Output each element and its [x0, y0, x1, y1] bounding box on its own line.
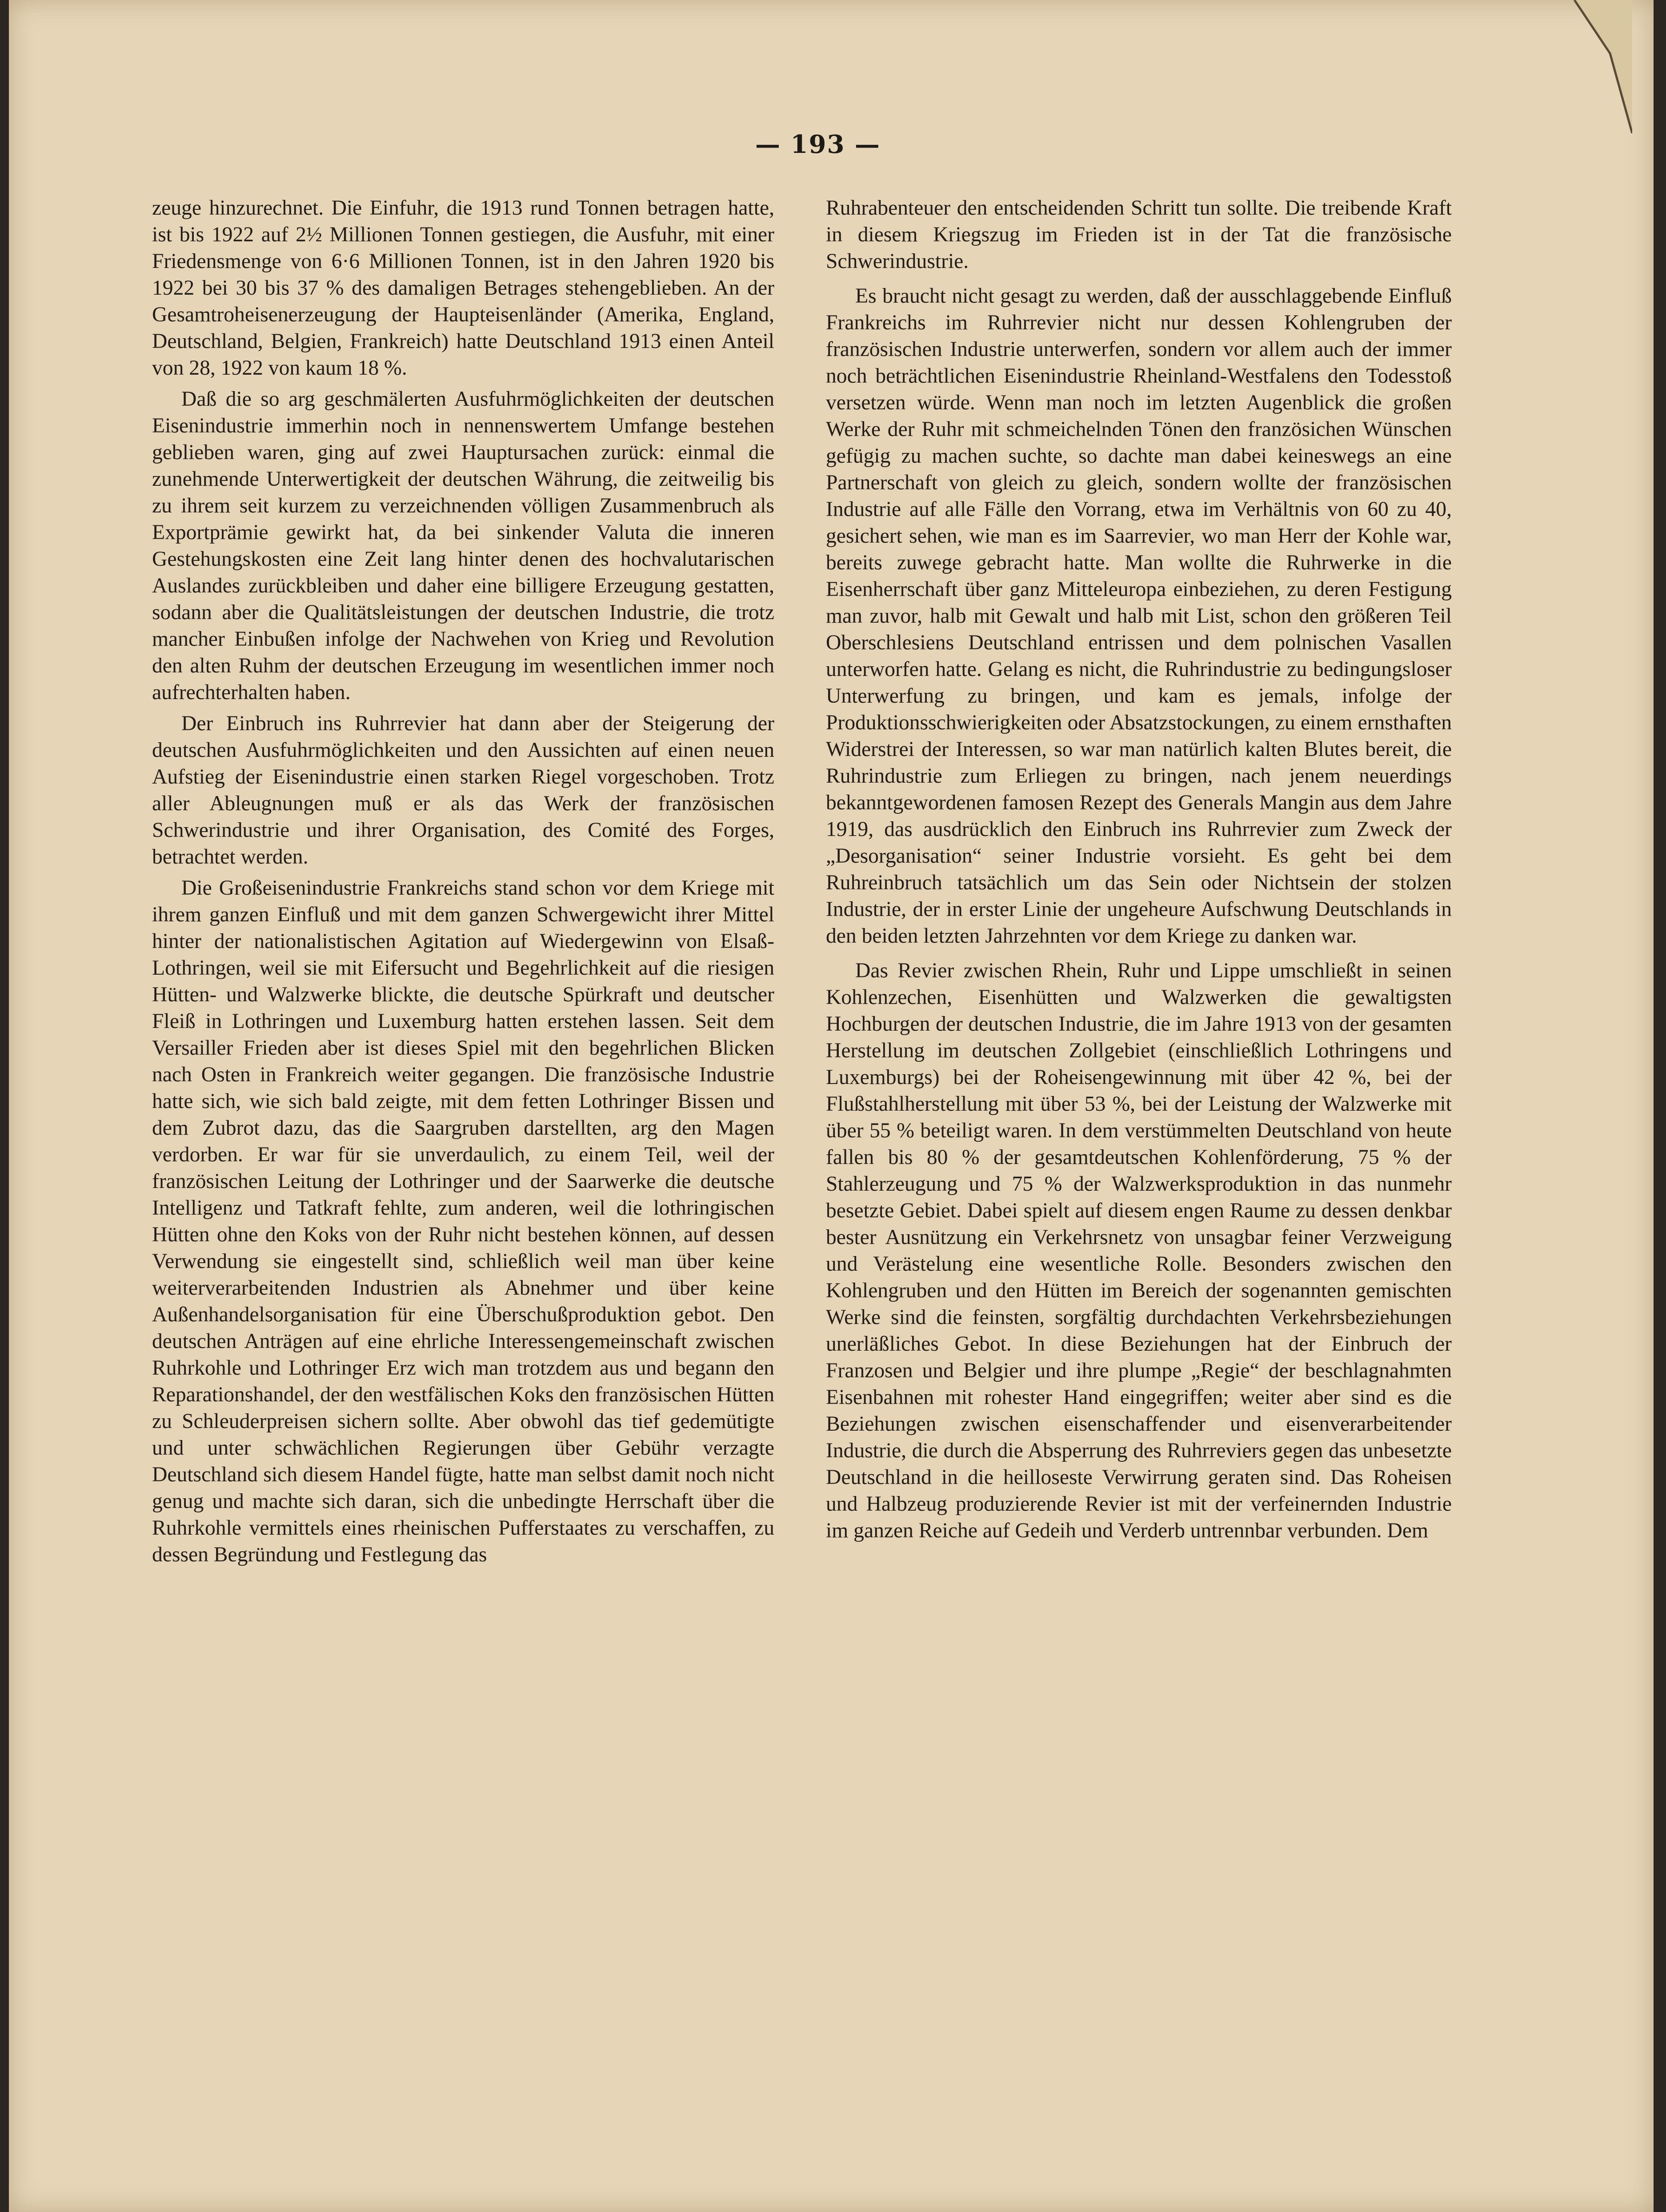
paragraph: zeuge hinzurechnet. Die Einfuhr, die 1913 rund Tonnen betragen hatte, ist bis 1922 auf 2½ Millionen Tonnen gestiegen, die Ausfuhr, mit einer Friedensmenge von 6·6 Millionen Tonnen, ist in den Jahren 1920 bis 1922 bei 30 bis 37 % des damaligen Betrages stehengeblieben. An der Gesamtroheisenerzeugung der Haupteisenländer (Amerika, England, Deutschland, Belgien, Frankreich) hatte Deutschland 1913 einen Anteil von 28, 1922 von kaum 18 %.: [152, 196, 774, 380]
folded-corner: [1543, 0, 1632, 133]
paragraph: Der Einbruch ins Ruhrrevier hat dann aber der Steigerung der deutschen Ausfuhrmöglichkeiten und den Aussichten auf einen neuen Aufstieg der Eisenindustrie einen starken Riegel vorgeschoben. Trotz aller Ableugnungen muß er als das Werk der französischen Schwerindustrie und ihrer Organisation, des Comité des Forges, betrachtet werden.: [152, 712, 774, 868]
paragraph: Die Großeisenindustrie Frankreichs stand schon vor dem Kriege mit ihrem ganzen Einfluß und mit dem ganzen Schwergewicht ihrer Mittel hinter der nationalistischen Agitation auf Wiedergewinn von Elsaß-Lothringen, weil sie mit Eifersucht und Begehrlichkeit auf die riesigen Hütten- und Walzwerke blickte, die deutsche Spürkraft und deutscher Fleiß in Lothringen und Luxemburg hatten erstehen lassen. Seit dem Versailler Frieden aber ist dieses Spiel mit den begehrlichen Blicken nach Osten in Frankreich weiter gegangen. Die französische Industrie hatte sich, wie sich bald zeigte, mit dem fetten Lothringer Bissen und dem Zubrot dazu, das die Saargruben darstellten, arg den Magen verdorben. Er war für sie unverdaulich, zu einem Teil, weil der französischen Leitung der Lothringer und der Saarwerke die deutsche Intelligenz und Tatkraft fehlte, zum anderen, weil die lothringischen Hütten ohne den Koks von der Ruhr nicht bestehen können, auf dessen Verwendung sie eingestellt sind, schließlich weil man über keine weiterverarbeitenden Industrien als Abnehmer und über keine Außenhandelsorganisation für eine Überschußproduktion gebot. Den deutschen Anträgen auf eine ehrliche Interessengemeinschaft zwischen Ruhrkohle und Lothringer Erz wich man trotzdem aus und begann den Reparationshandel, der den westfälischen Koks den französischen Hütten zu Schleuderpreisen sichern sollte. Aber obwohl das tief gedemütigte und unter schwächlichen Regierungen über Gebühr verzagte Deutschland sich diesem Handel fügte, hatte man selbst damit noch nicht genug und machte sich daran, sich die unbedingte Herrschaft über die Ruhrkohle vermittels eines rheinischen Pufferstaates zu verschaffen, zu dessen Begründung und Festlegung das: [152, 876, 774, 1566]
left-text-column: [152, 195, 774, 1572]
right-text-column: [826, 195, 1452, 1548]
paragraph: Daß die so arg geschmälerten Ausfuhrmöglichkeiten der deutschen Eisenindustrie immerhin noch in nennenswertem Umfange bestehen geblieben waren, ging auf zwei Hauptursachen zurück: einmal die zunehmende Unterwertigkeit der deutschen Währung, die zeitweilig bis zu ihrem seit kurzem zu verzeichnenden völligen Zusammenbruch als Exportprämie gewirkt hat, da bei sinkender Valuta die inneren Gestehungskosten eine Zeit lang hinter denen des hochvalutarischen Auslandes zurückbleiben und daher eine billigere Erzeugung gestatten, sodann aber die Qualitätsleistungen der deutschen Industrie, die trotz mancher Einbußen infolge der Nachwehen von Krieg und Revolution den alten Ruhm der deutschen Erzeugung im wesentlichen immer noch aufrechterhalten haben.: [152, 388, 774, 704]
page-number: — 193 —: [755, 130, 881, 159]
document-page: [9, 0, 1654, 2212]
paragraph: Ruhrabenteuer den entscheidenden Schritt tun sollte. Die treibende Kraft in diesem Kriegszug im Frieden ist in der Tat die französische Schwerindustrie.: [826, 196, 1452, 273]
paragraph: Es braucht nicht gesagt zu werden, daß der ausschlaggebende Einfluß Frankreichs im Ruhrrevier nicht nur dessen Kohlengruben der französischen Industrie unterwerfen, sondern vor allem auch der immer noch beträchtlichen Eisenindustrie Rheinland-Westfalens den Todesstoß versetzen würde. Wenn man noch im letzten Augenblick die großen Werke der Ruhr mit schmeichelnden Tönen den französichen Wünschen gefügig zu machen suchte, so dachte man dabei keineswegs an eine Partnerschaft von gleich zu gleich, sondern wollte der französischen Industrie auf alle Fälle den Vorrang, etwa im Verhältnis von 60 zu 40, gesichert sehen, wie man es im Saarrevier, wo man Herr der Kohle war, bereits zuwege gebracht hatte. Man wollte die Ruhrwerke in die Eisenherrschaft über ganz Mitteleuropa einbeziehen, zu deren Festigung man zuvor, halb mit Gewalt und halb mit List, schon den größeren Teil Oberschlesiens Deutschland entrissen und dem polnischen Vasallen unterworfen hatte. Gelang es nicht, die Ruhrindustrie zu bedingungsloser Unterwerfung zu bringen, und kam es jemals, infolge der Produktionsschwierigkeiten oder Absatzstockungen, zu einem ernsthaften Widerstrei der Interessen, so war man natürlich kalten Blutes bereit, die Ruhrindustrie zum Erliegen zu bringen, nach jenem neuerdings bekanntgewordenen famosen Rezept des Generals Mangin aus dem Jahre 1919, das ausdrücklich den Einbruch ins Ruhrrevier zum Zweck der „Desorganisation“ seiner Industrie vorsieht. Es geht bei dem Ruhreinbruch tatsächlich um das Sein oder Nichtsein der stolzen Industrie, der in erster Linie der ungeheure Aufschwung Deutschlands in den beiden letzten Jahrzehnten vor dem Kriege zu danken war.: [826, 284, 1452, 948]
paragraph: Das Revier zwischen Rhein, Ruhr und Lippe umschließt in seinen Kohlenzechen, Eisenhütten und Walzwerken die gewaltigsten Hochburgen der deutschen Industrie, die im Jahre 1913 von der gesamten Herstellung im deutschen Zollgebiet (einschließlich Lothringens und Luxemburgs) bei der Roheisengewinnung mit über 42 %, bei der Flußstahlherstellung mit über 53 %, bei der Leistung der Walzwerke mit über 55 % beteiligt waren. In dem verstümmelten Deutschland von heute fallen bis 80 % der gesamtdeutschen Kohlenförderung, 75 % der Stahlerzeugung und 75 % der Walzwerksproduktion in das nunmehr besetzte Gebiet. Dabei spielt auf diesem engen Raume zu dessen denkbar bester Ausnützung ein Verkehrsnetz von unsagbar feiner Verzweigung und Verästelung eine wesentliche Rolle. Besonders zwischen den Kohlengruben und den Hütten im Bereich der sogenannten gemischten Werke sind die feinsten, sorgfältig durchdachten Verkehrsbeziehungen unerläßliches Gebot. In diese Beziehungen hat der Einbruch der Franzosen und Belgier und ihre plumpe „Regie“ der beschlagnahmten Eisenbahnen mit rohester Hand eingegriffen; weiter aber sind es die Beziehungen zwischen eisenschaffender und eisenverarbeitender Industrie, die durch die Absperrung des Ruhrreviers gegen das unbesetzte Deutschland in die heilloseste Verwirrung geraten sind. Das Roheisen und Halbzeug produzierende Revier ist mit der verfeinernden Industrie im ganzen Reiche auf Gedeih und Verderb untrennbar verbunden. Dem: [826, 959, 1452, 1542]
